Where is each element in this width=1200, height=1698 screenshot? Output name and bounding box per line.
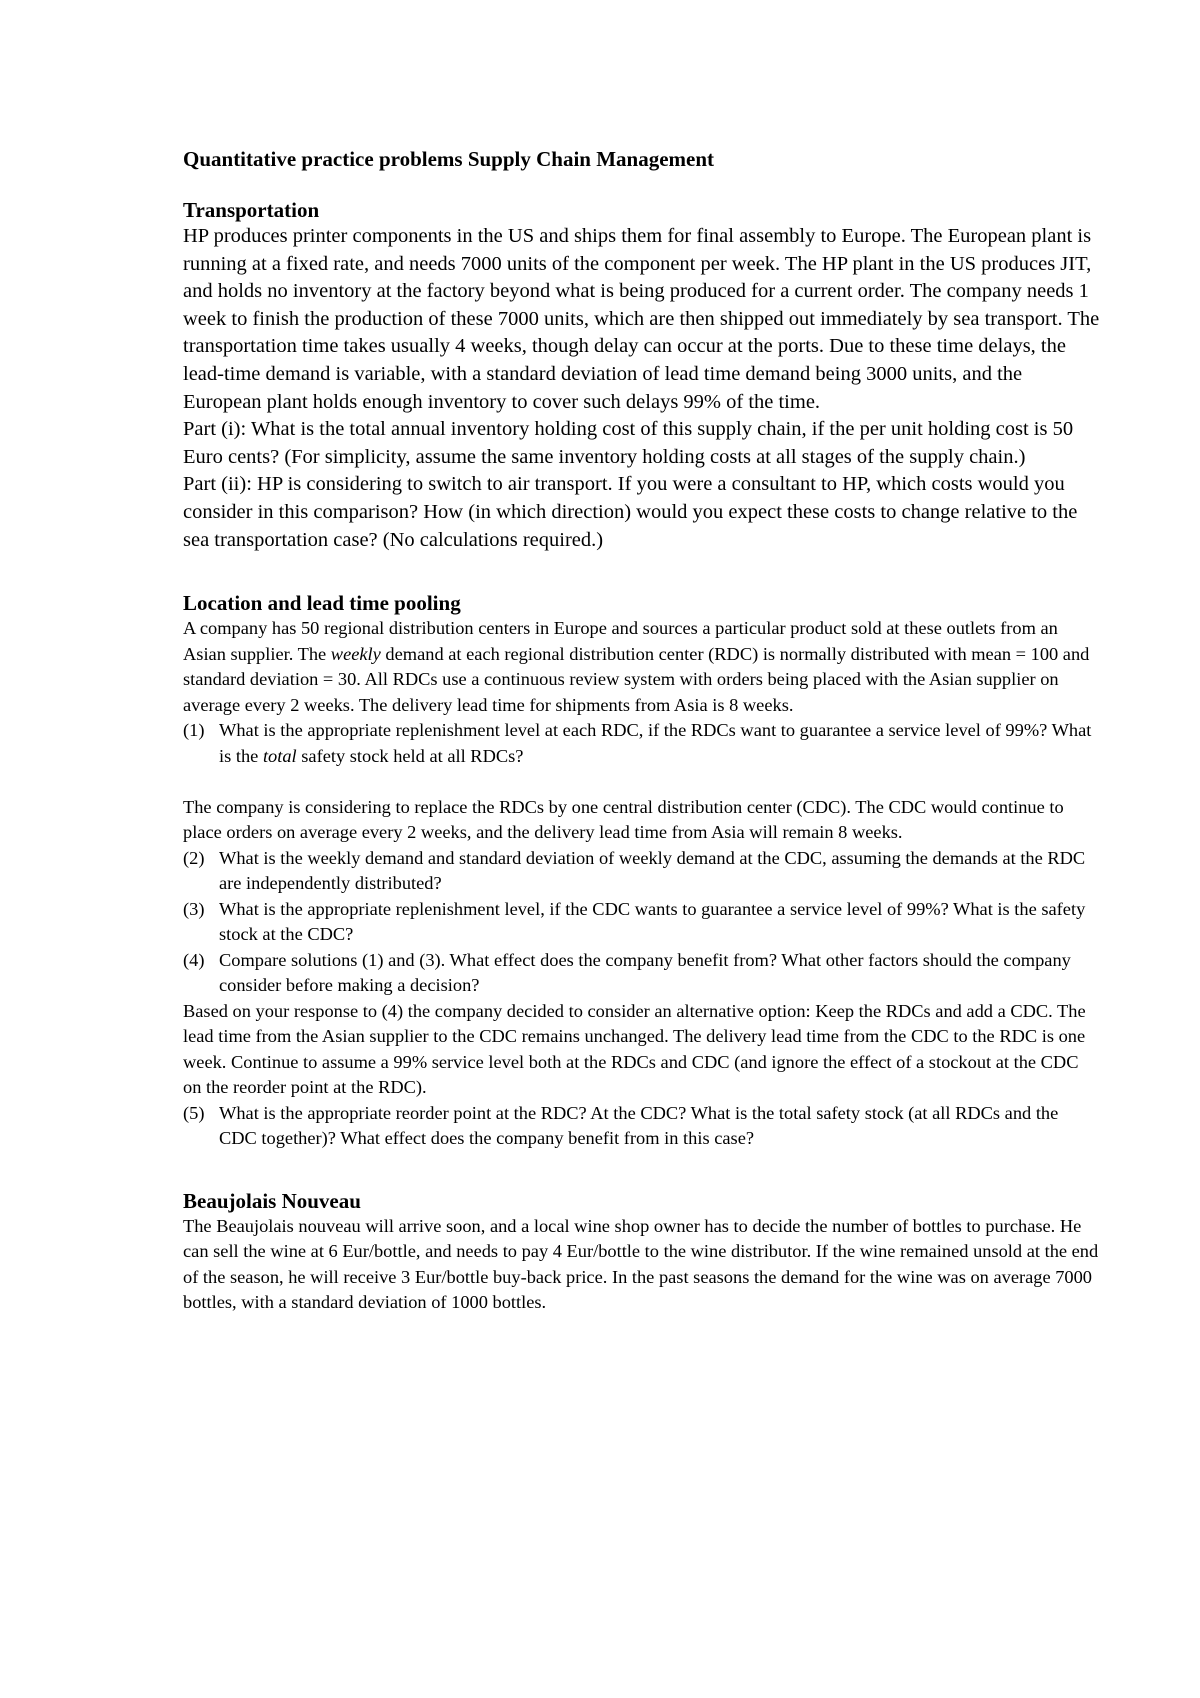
paragraph-spacer — [183, 769, 1100, 795]
location-intro-text-a: A company has 50 regional distribution centers in Europe and sources a particular product sold at these outlets from an Asian supplier. The — [183, 618, 1058, 664]
transportation-section — [183, 197, 1100, 554]
question-2-text: What is the weekly demand and standard deviation of weekly demand at the CDC, assuming the demands at the RDC are independently distributed? — [219, 847, 1086, 894]
question-1-text — [219, 718, 1100, 769]
question-2-number: (2) — [183, 847, 205, 868]
location-section — [183, 590, 1100, 1152]
location-intro-text-b: demand at each regional distribution center (RDC) is normally distributed with mean = 100 and standard deviation = 30. All RDCs use a continuous review system with orders being placed with the Asian supplier on average every 2 weeks. The delivery lead time for shipments from Asia is 8 weeks. — [183, 643, 1090, 715]
question-2 — [183, 846, 1100, 897]
question-5 — [183, 1101, 1100, 1152]
location-heading: Location and lead time pooling — [183, 591, 461, 616]
transportation-part-2: Part (ii): HP is considering to switch to air transport. If you were a consultant to HP, which costs would you consider in this comparison? How (in which direction) would you expect these costs to change relative to the sea transportation case? (No calculations required.) — [183, 473, 1078, 551]
document-title: Quantitative practice problems Supply Chain Management — [183, 147, 715, 171]
question-4-number: (4) — [183, 949, 205, 970]
question-5-text: What is the appropriate reorder point at the RDC? At the CDC? What is the total safety stock (at all RDCs and the CDC together)? What effect does the company benefit from in this case? — [219, 1102, 1059, 1149]
transportation-heading: Transportation — [183, 198, 320, 222]
location-paragraph-2: The company is considering to replace the RDCs by one central distribution center (CDC). The CDC would continue to place orders on average every 2 weeks, and the delivery lead time from Asia will remain 8 weeks. — [183, 796, 1064, 843]
question-4-text: Compare solutions (1) and (3). What effect does the company benefit from? What other factors should the company consider before making a decision? — [219, 949, 1071, 996]
question-3 — [183, 897, 1100, 948]
question-1-text-b: safety stock held at all RDCs? — [296, 745, 524, 766]
beaujolais-paragraph: The Beaujolais nouveau will arrive soon, and a local wine shop owner has to decide the number of bottles to purchase. He can sell the wine at 6 Eur/bottle, and needs to pay 4 Eur/bottle to the wine distributor. If the wine remained unsold at the end of the season, he will receive 3 Eur/bottle buy-back price. In the past seasons the demand for the wine was on average 7000 bottles, with a standard deviation of 1000 bottles. — [183, 1215, 1099, 1313]
question-1-text-a: What is the appropriate replenishment level at each RDC, if the RDCs want to guarantee a service level of 99%? What is the — [219, 720, 1092, 766]
question-1 — [183, 718, 1100, 769]
beaujolais-heading: Beaujolais Nouveau — [183, 1188, 361, 1213]
location-paragraph-3: Based on your response to (4) the company decided to consider an alternative option: Keep the RDCs and add a CDC. The lead time from the Asian supplier to the CDC remains unchanged. The delivery lead time from the CDC to the RDC is one week. Continue to assume a 99% service level both at the RDCs and CDC (and ignore the effect of a stockout at the CDC on the reorder point at the RDC). — [183, 1000, 1086, 1098]
beaujolais-section — [183, 1188, 1100, 1316]
question-1-number: (1) — [183, 720, 205, 741]
question-3-number: (3) — [183, 898, 205, 919]
transportation-paragraph: HP produces printer components in the US and ships them for final assembly to Europe. The European plant is running at a fixed rate, and needs 7000 units of the component per week. The HP plant in the US produces JIT, and holds no inventory at the factory beyond what is being produced for a current order. The company needs 1 week to finish the production of these 7000 units, which are then shipped out immediately by sea transport. The transportation time takes usually 4 weeks, though delay can occur at the ports. Due to these time delays, the lead-time demand is variable, with a standard deviation of lead time demand being 3000 units, and the European plant holds enough inventory to cover such delays 99% of the time. — [183, 225, 1100, 413]
question-3-text: What is the appropriate replenishment level, if the CDC wants to guarantee a service level of 99%? What is the safety stock at the CDC? — [219, 898, 1086, 945]
question-1-emphasis: total — [262, 745, 297, 766]
location-intro — [183, 616, 1100, 718]
question-4 — [183, 948, 1100, 999]
transportation-part-1: Part (i): What is the total annual inventory holding cost of this supply chain, if the per unit holding cost is 50 Euro cents? (For simplicity, assume the same inventory holding costs at all stages of the supply chain.) — [183, 418, 1074, 468]
location-intro-emphasis: weekly — [330, 643, 381, 664]
question-5-number: (5) — [183, 1102, 205, 1123]
